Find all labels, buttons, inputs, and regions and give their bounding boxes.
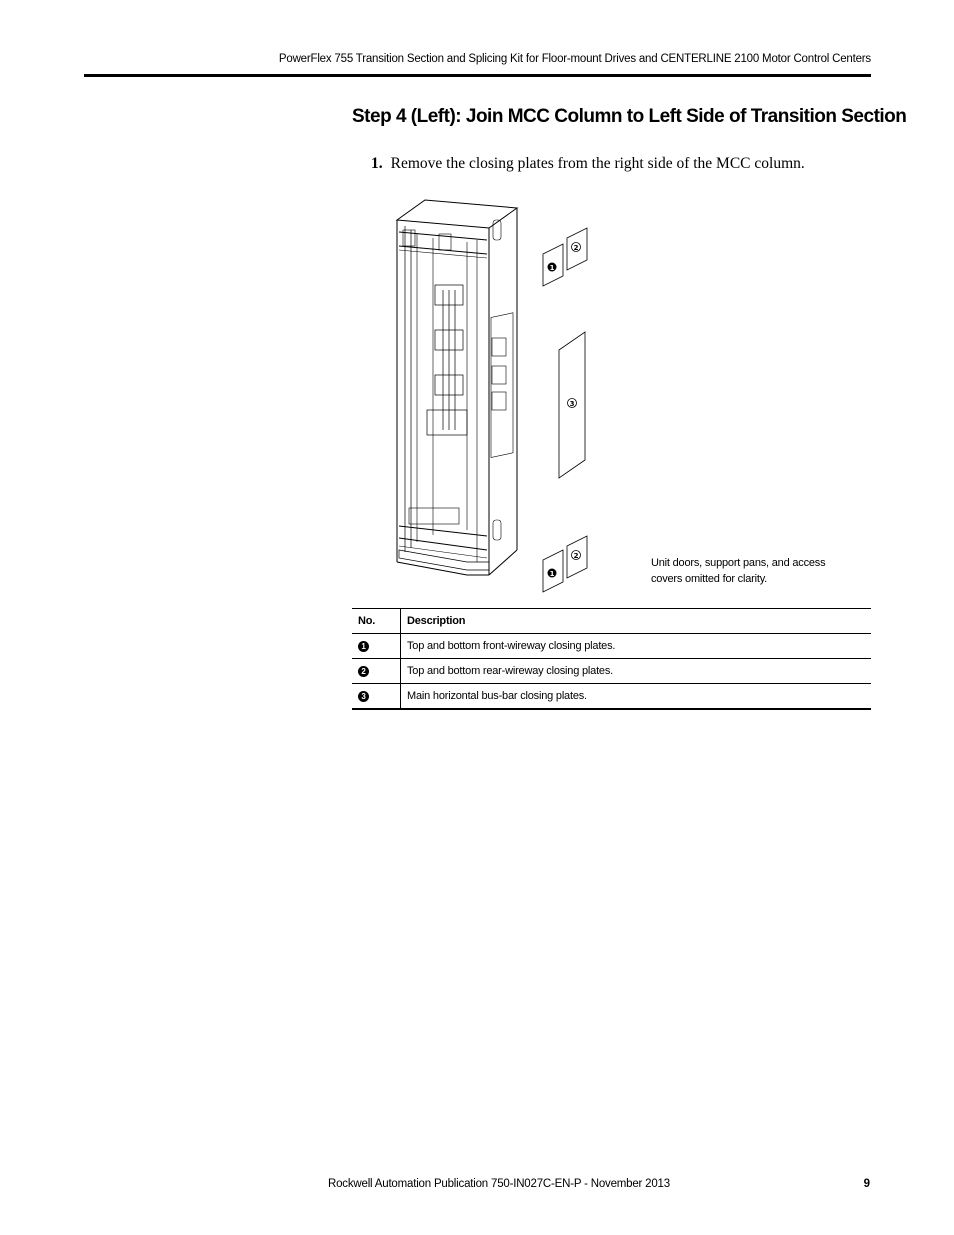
row-description: Main horizontal bus-bar closing plates. (407, 690, 587, 702)
table-row (352, 684, 871, 710)
row-description: Top and bottom rear-wireway closing plates. (407, 665, 614, 677)
step-text: Remove the closing plates from the right side of the MCC column. (390, 155, 805, 172)
mcc-column-figure (385, 190, 625, 600)
step-number: 1. (371, 155, 383, 172)
publication-footer: Rockwell Automation Publication 750-IN027C-EN-P - November 2013 (328, 1178, 670, 1190)
table-row (352, 634, 871, 659)
step-item (371, 155, 805, 173)
running-header: PowerFlex 755 Transition Section and Splicing Kit for Floor-mount Drives and CENTERLINE 2100 Motor Control Centers (278, 53, 871, 65)
callout-badge: 2 (358, 666, 369, 677)
header-description: Description (407, 615, 466, 627)
callout-2-top: 2 (573, 244, 579, 252)
callout-badge: 3 (358, 691, 369, 702)
table-header-row (352, 609, 871, 634)
callout-badge: 1 (358, 641, 369, 652)
figure-note-line: Unit doors, support pans, and access (651, 557, 826, 569)
row-description: Top and bottom front-wireway closing plates. (407, 640, 616, 652)
callout-legend-table (352, 608, 871, 710)
page-number: 9 (863, 1178, 870, 1190)
section-title: Step 4 (Left): Join MCC Column to Left Side of Transition Section (352, 106, 907, 127)
callout-3: 3 (569, 400, 575, 408)
header-no: No. (352, 609, 401, 634)
figure-note-line: covers omitted for clarity. (651, 573, 768, 585)
callout-1-top: 1 (549, 264, 555, 272)
header-rule (84, 74, 871, 77)
table-row (352, 659, 871, 684)
figure-note (651, 555, 825, 587)
callout-1-bottom: 1 (549, 570, 555, 578)
callout-2-bottom: 2 (573, 552, 579, 560)
